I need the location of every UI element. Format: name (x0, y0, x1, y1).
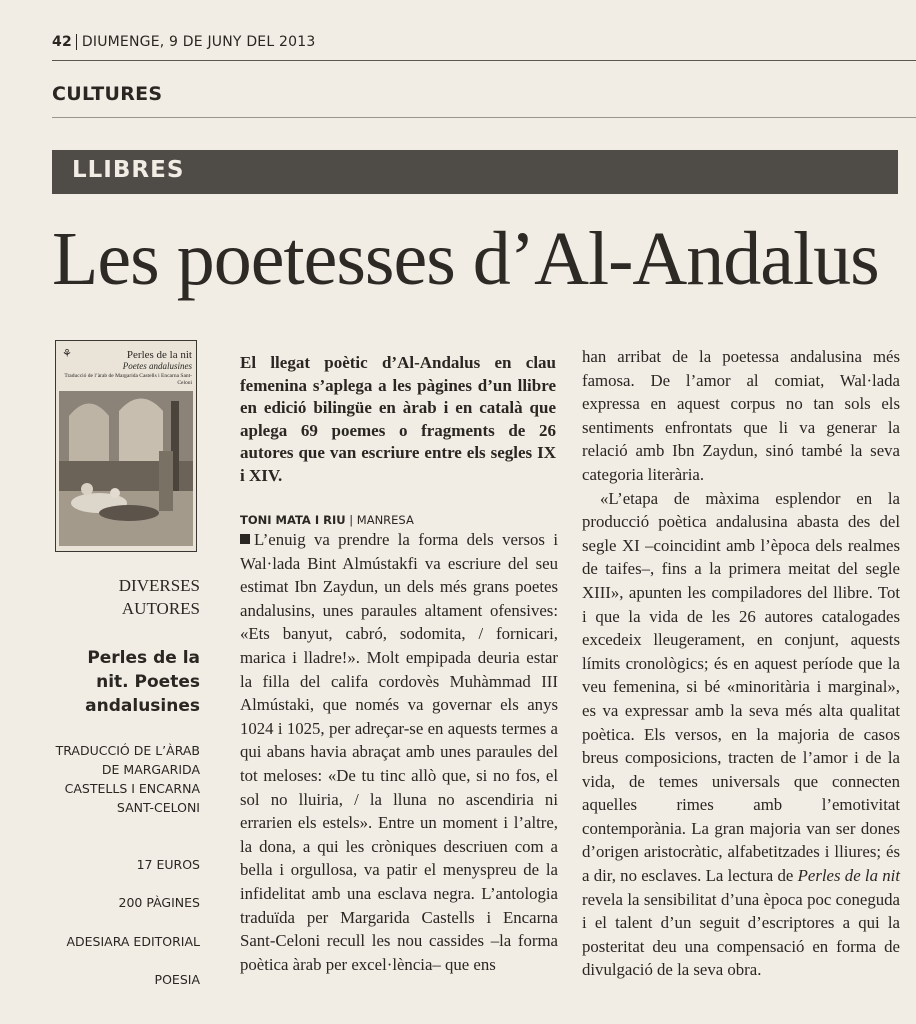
body-text-3b: revela la sensibilitat d’una època poc coneguda i el talent d’un seguit d’escriptores a qui la posteritat deu una compensació en forma de divulgació de la seva obra. (582, 889, 900, 980)
section-rule (52, 117, 916, 118)
publisher-logo-icon: ⚘ (62, 347, 72, 360)
body-column-1 (240, 528, 558, 976)
headline: Les poetesses d’Al-Andalus (52, 217, 879, 301)
book-cover (55, 340, 197, 552)
sidebar-genre: POESIA (154, 972, 200, 987)
body-text-1: L’enuig va prendre la forma dels versos i Wal·lada Bint Almústakfi va escriure del seu estimat Ibn Zaydun, un dels més grans poetes andalusins, unes paraules altament ofensives: «Ets banyut, cabró, sodomita, / fornicari, marica i lladre!». Molt empipada deuria estar la filla del califa cordovès Muhàmmad III Almústaki, que només va governar els anys 1024 i 1025, per adreçar-se en aquests termes a qui abans havia abraçat amb unes paraules del tot meloses: «De tu tinc allò que, si no fos, el sol no lluiria, / la lluna no ascendiria ni errarien els estels». Entre un moment i l’altre, la dona, a qui les cròniques descriuen com a bella i orgullosa, va patir el menyspreu de la infidelitat amb una esclava negra. L’antologia traduïda per Margarida Castells i Encarna Sant-Celoni recull les nou cassides –la forma poètica àrab per excel·lència– que ens (240, 530, 558, 974)
article-lead (240, 352, 556, 488)
lead-text: El llegat poètic d’Al-Andalus en clau femenina s’aplega a les pàgines d’un llibre en edició bilingüe en àrab i en català que aplega 69 poemes o fragments de 26 autores que van escriure entre els segles IX i XIV. (240, 353, 556, 485)
paragraph-marker-icon (240, 534, 250, 544)
body-paragraph-2: han arribat de la poetessa andalusina més famosa. De l’amor al comiat, Wal·lada expressa en aquest corpus no tan sols els sentiments enfrontats que li va generar la relació amb Ibn Zaydun, sinó també la seva categoria literària. (582, 347, 900, 484)
sidebar-translation: TRADUCCIÓ DE L’ÀRAB DE MARGARIDA CASTELLS I ENCARNA SANT-CELONI (55, 743, 200, 815)
sidebar-pages: 200 PÀGINES (118, 895, 200, 910)
cover-subtitle: Poetes andalusines (122, 361, 192, 371)
byline-place: MANRESA (356, 513, 414, 527)
top-rule (52, 60, 916, 61)
page-folio (52, 34, 315, 50)
issue-date: DIUMENGE, 9 DE JUNY DEL 2013 (81, 34, 316, 50)
body-paragraph-3 (582, 487, 900, 982)
sidebar-price: 17 EUROS (136, 857, 200, 872)
sidebar-book-title: Perles de la nit. Poetes andalusines (85, 648, 200, 716)
section-band (52, 150, 898, 194)
cover-credits: Traducció de l’àrab de Margarida Castells i Encarna Sant-Celoni (64, 373, 192, 386)
sidebar-authors: DIVERSES AUTORES (118, 576, 200, 618)
cover-illustration (59, 391, 193, 546)
byline: TONI MATA I RIU | MANRESA (240, 513, 414, 527)
body-column-2 (582, 345, 900, 982)
page-number: 42 (52, 34, 77, 50)
byline-author: TONI MATA I RIU (240, 513, 346, 527)
section-label: CULTURES (52, 83, 163, 105)
cover-title: Perles de la nit (126, 349, 192, 361)
sidebar-publisher: ADESIARA EDITORIAL (66, 934, 200, 949)
book-title-italic: Perles de la nit (797, 866, 900, 886)
band-label: LLIBRES (72, 157, 185, 183)
body-text-3a: «L’etapa de màxima esplendor en la producció poètica andalusina abasta des del segle XI –coincidint amb l’època dels realmes de taifes–, fins a la primera meitat del segle XIII», apunten les compiladores del llibre. Tot i que la vida de les 26 autores catalogades excedeix lleugerament, en conjunt, aquests límits cronològics; és en aquest període que la veu femenina, si bé «minoritària i marginal», es va expressar amb la seva més alta qualitat poètica. Els versos, en la majoria de casos breus composicions, tracten de l’amor i de la vida, de temes universals que connecten aquelles rimes amb l’emotivitat contemporània. La gran majoria van ser dones d’origen aristocràtic, alfabetitzades i lliures; és a dir, no esclaves. La lectura de (582, 488, 900, 886)
